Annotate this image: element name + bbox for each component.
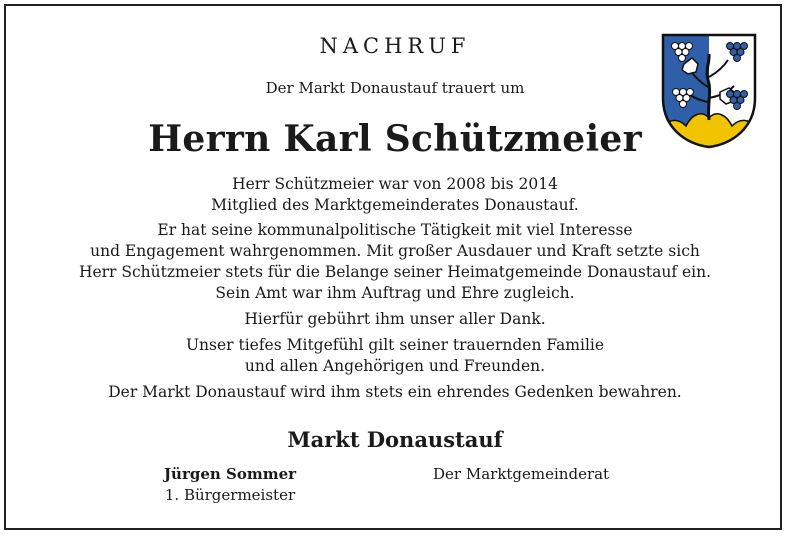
paragraph-line: Er hat seine kommunalpolitische Tätigkeit mit viel Interesse [157, 221, 633, 239]
signatory-mayor [120, 464, 340, 506]
paragraph-line: Mitglied des Marktgemeinderates Donaustauf. [211, 196, 579, 214]
notice-intro: Der Markt Donaustauf trauert um [265, 79, 525, 97]
paragraph-line: Hierfür gebührt ihm unser aller Dank. [244, 310, 546, 328]
deceased-name: Herrn Karl Schützmeier [148, 118, 642, 160]
paragraph-line: Der Markt Donaustauf wird ihm stets ein ehrendes Gedenken bewahren. [108, 383, 682, 401]
signatory-council: Der Marktgemeinderat [433, 465, 610, 483]
signatory-title: 1. Bürgermeister [164, 486, 296, 504]
paragraph-line: und allen Angehörigen und Freunden. [244, 357, 546, 375]
paragraph-line: Herr Schützmeier war von 2008 bis 2014 [232, 175, 558, 193]
signatory-name: Jürgen Sommer [163, 465, 297, 483]
paragraph-line: Sein Amt war ihm Auftrag und Ehre zugleich. [215, 284, 575, 302]
notice-heading: NACHRUF [319, 34, 471, 58]
paragraph-line: Herr Schützmeier stets für die Belange seiner Heimatgemeinde Donaustauf ein. [78, 263, 712, 281]
organization-name: Markt Donaustauf [287, 427, 503, 452]
paragraph-line: und Engagement wahrgenommen. Mit großer Ausdauer und Kraft setzte sich [90, 242, 700, 260]
paragraph-line: Unser tiefes Mitgefühl gilt seiner trauernden Familie [185, 336, 605, 354]
coat-of-arms-icon [660, 32, 758, 150]
